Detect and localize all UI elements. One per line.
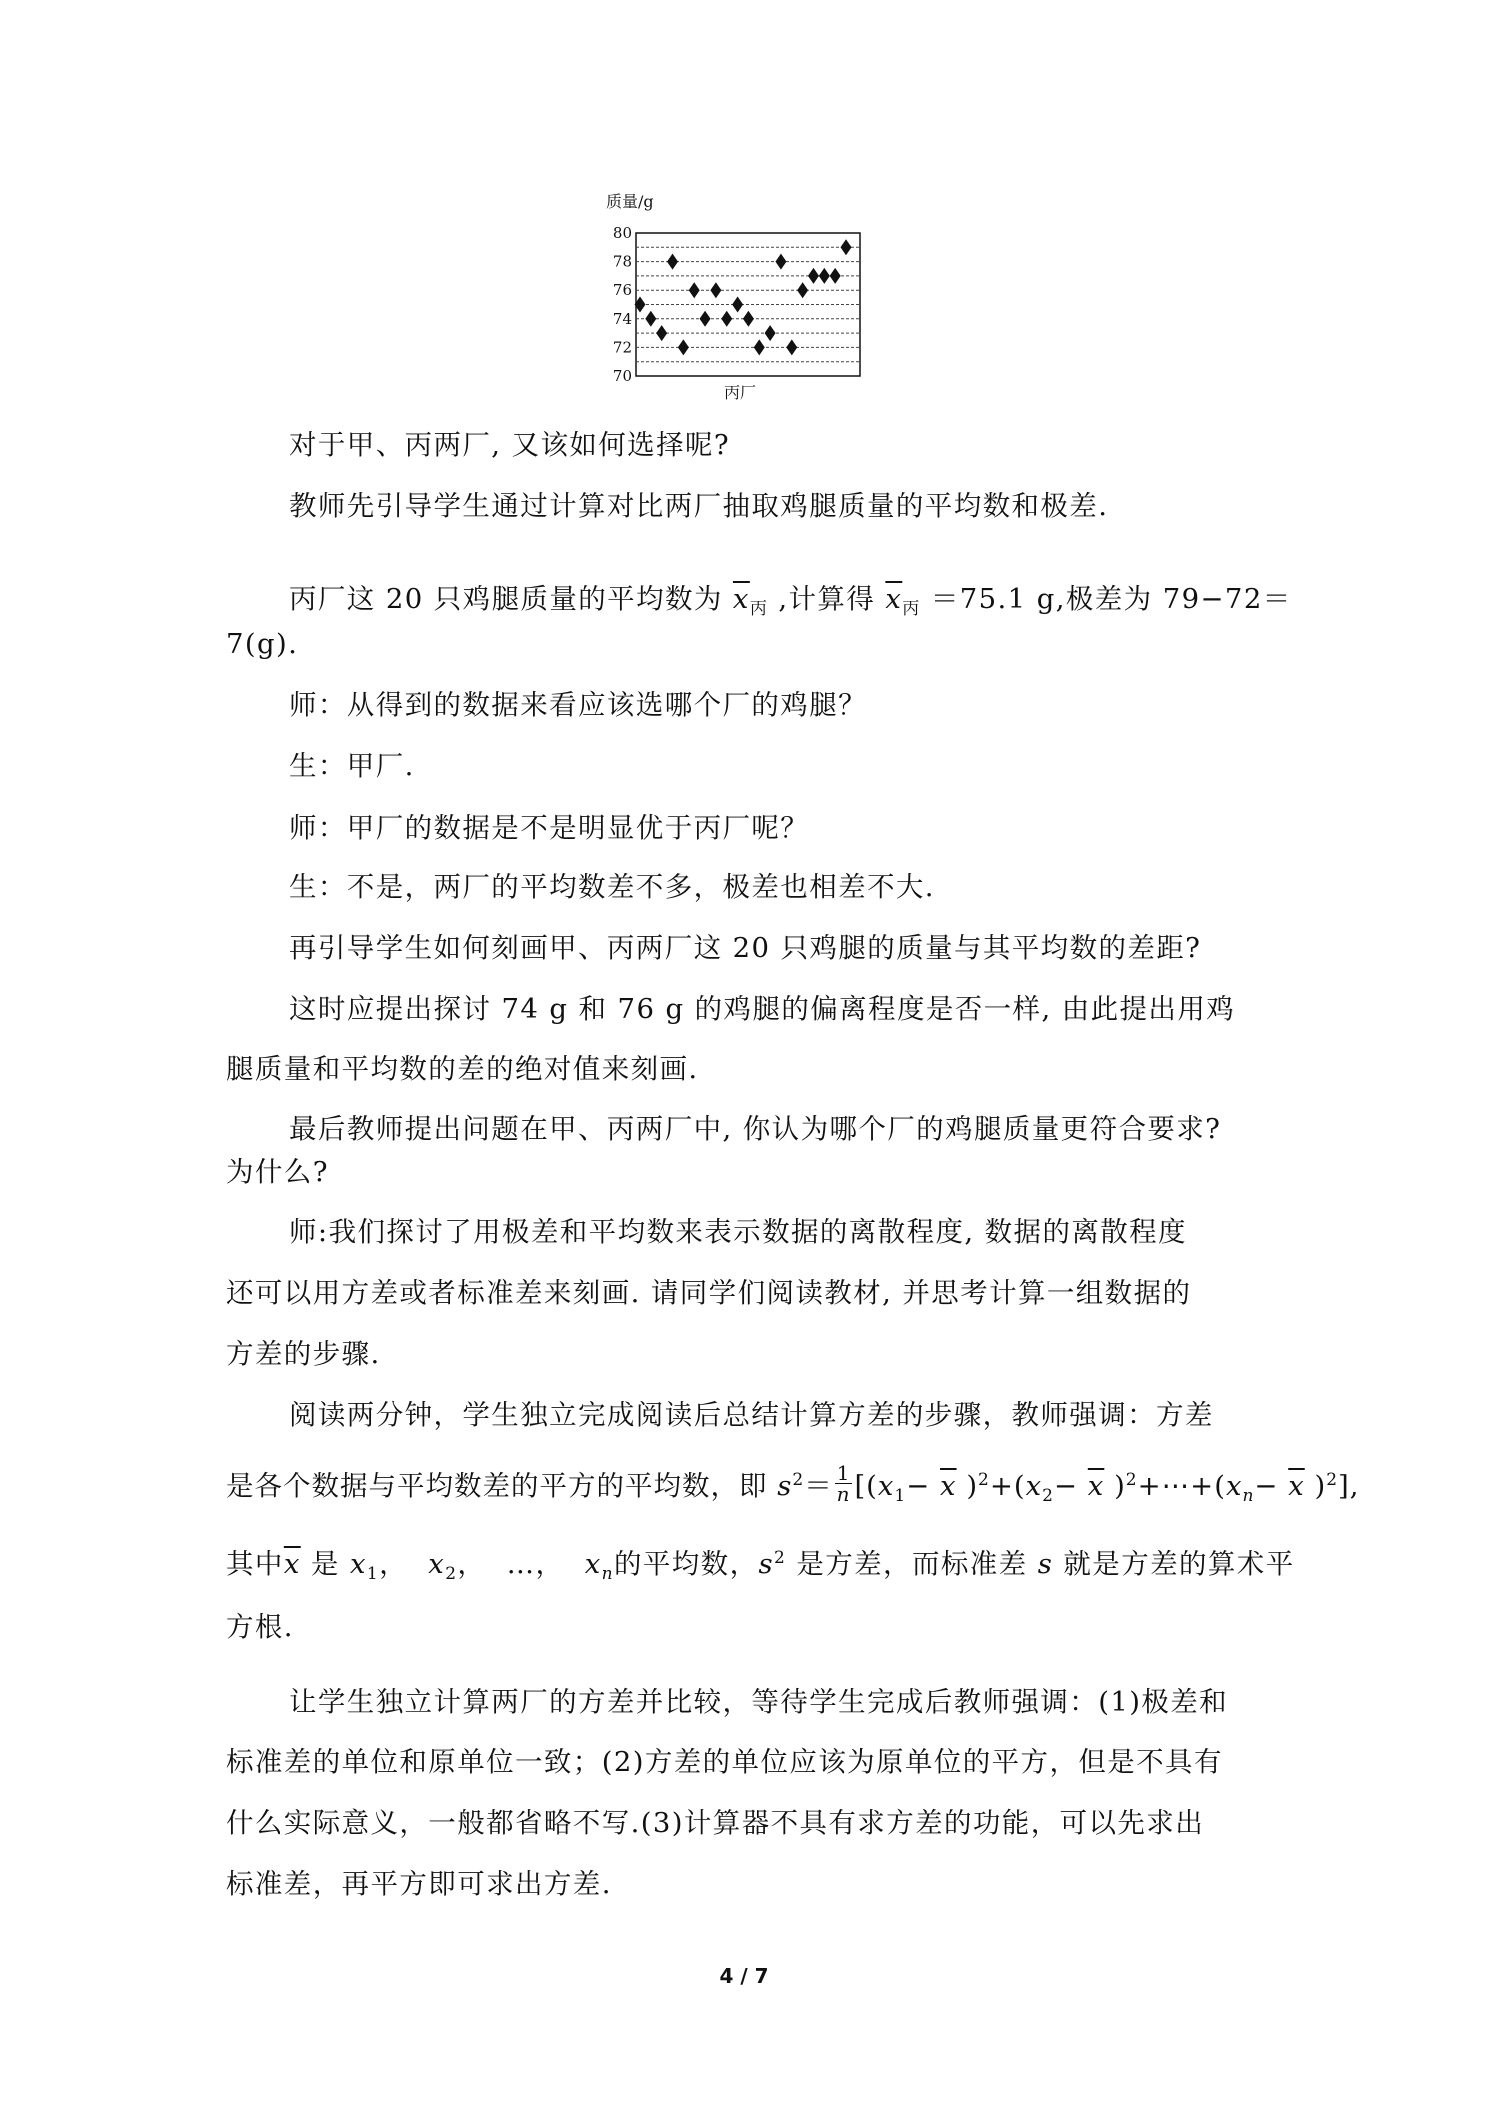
- ellipsis-term: +⋯+(: [1137, 1470, 1226, 1502]
- data-point-diamond: [678, 339, 689, 355]
- symbol-x: x: [1225, 1470, 1243, 1502]
- text-fragment: ＝75.1 g,极差为 79−72＝: [920, 583, 1292, 615]
- symbol-s: s: [758, 1548, 774, 1580]
- xbar-symbol: $\overline{x}$: [283, 1548, 301, 1580]
- xbar-symbol: $\overline{x}$: [732, 583, 750, 615]
- paragraph-1: 对于甲、丙两厂, 又该如何选择呢?: [289, 429, 731, 461]
- paragraph-11-line-1: 师:我们探讨了用极差和平均数来表示数据的离散程度, 数据的离散程度: [289, 1216, 1187, 1248]
- text-fragment: 其中: [226, 1548, 284, 1580]
- data-point-diamond: [808, 268, 819, 284]
- paragraph-11-line-2: 还可以用方差或者标准差来刻画. 请同学们阅读教材, 并思考计算一组数据的: [226, 1277, 1192, 1309]
- y-tick-label: 80: [612, 224, 632, 242]
- y-tick-label: 74: [612, 309, 632, 328]
- paragraph-14-line-1: 让学生独立计算两厂的方差并比较，等待学生完成后教师强调：(1)极差和: [289, 1686, 1229, 1718]
- y-tick-label: 72: [612, 338, 632, 357]
- paragraph-3-line-2: 7(g).: [226, 628, 299, 660]
- xbar-symbol: $\overline{x}$: [940, 1470, 957, 1502]
- paragraph-9-line-2: 腿质量和平均数的差的绝对值来刻画.: [226, 1053, 699, 1085]
- chart-grid: [636, 233, 860, 376]
- data-point-diamond: [700, 311, 711, 327]
- bracket: ]: [1338, 1470, 1350, 1502]
- data-point-diamond: [797, 282, 808, 298]
- text-fragment: 是各个数据与平均数差的平方的平均数，即: [226, 1470, 778, 1502]
- equals-sign: ＝: [804, 1470, 833, 1502]
- y-axis-label: 质量/g: [606, 192, 654, 211]
- data-point-diamond: [775, 254, 786, 270]
- paragraph-8: 再引导学生如何刻画甲、丙两厂这 20 只鸡腿的质量与其平均数的差距?: [289, 932, 1202, 964]
- superscript: 2: [978, 1470, 990, 1490]
- data-point-diamond: [830, 268, 841, 284]
- paragraph-12-line-1: 阅读两分钟，学生独立完成阅读后总结计算方差的步骤，教师强调：方差: [289, 1399, 1214, 1431]
- subscript: 2: [445, 1564, 458, 1584]
- text-fragment: 丙厂这 20 只鸡腿质量的平均数为: [289, 583, 733, 615]
- text-fragment: ,计算得: [768, 583, 886, 615]
- data-point-diamond: [819, 268, 830, 284]
- data-points: [635, 239, 852, 355]
- superscript: 2: [1125, 1470, 1138, 1490]
- data-point-diamond: [743, 311, 754, 327]
- paragraph-7: 生：不是，两厂的平均数差不多，极差也相差不大.: [289, 871, 935, 903]
- paragraph-13-line-2: 方根.: [226, 1611, 294, 1643]
- numerator: 1: [836, 1461, 851, 1485]
- superscript: 2: [792, 1470, 805, 1490]
- paragraph-2: 教师先引导学生通过计算对比两厂抽取鸡腿质量的平均数和极差.: [289, 490, 1109, 522]
- superscript: 2: [773, 1548, 787, 1568]
- plus-paren: +(: [989, 1470, 1026, 1502]
- chart-svg: [600, 193, 870, 403]
- subscript-n: n: [601, 1564, 614, 1584]
- paragraph-14-line-2: 标准差的单位和原单位一致；(2)方差的单位应该为原单位的平方，但是不具有: [226, 1746, 1223, 1778]
- xbar-symbol: $\overline{x}$: [1288, 1470, 1305, 1502]
- paragraph-6: 师：甲厂的数据是不是明显优于丙厂呢？: [289, 812, 810, 844]
- xbar-symbol: $\overline{x}$: [1087, 1470, 1105, 1502]
- symbol-x: x: [349, 1548, 367, 1580]
- data-point-diamond: [786, 339, 797, 355]
- denominator: n: [836, 1482, 851, 1506]
- paragraph-10-line-2: 为什么?: [226, 1156, 329, 1188]
- paragraph-4: 师：从得到的数据来看应该选哪个厂的鸡腿？: [289, 689, 867, 721]
- data-point-diamond: [645, 311, 656, 327]
- comma: ,: [1349, 1470, 1360, 1502]
- text-fragment: 是方差，而标准差: [796, 1548, 1028, 1580]
- y-tick-labels: [613, 224, 632, 385]
- superscript: 2: [1326, 1470, 1339, 1490]
- dot-plot-chart: [600, 193, 870, 403]
- paragraph-10-line-1: 最后教师提出问题在甲、丙两厂中, 你认为哪个厂的鸡腿质量更符合要求?: [289, 1113, 1222, 1145]
- symbol-x: x: [1025, 1470, 1043, 1502]
- symbol-x: x: [877, 1470, 895, 1502]
- paragraph-14-line-3: 什么实际意义，一般都省略不写.(3)计算器不具有求方差的功能，可以先求出: [226, 1807, 1205, 1839]
- y-tick-label: 70: [612, 367, 632, 385]
- minus-sign: −: [1254, 1470, 1279, 1502]
- data-point-diamond: [721, 311, 732, 327]
- bracket: [(: [854, 1470, 878, 1502]
- symbol-s: s: [777, 1470, 793, 1502]
- subscript: 1: [894, 1486, 907, 1506]
- subscript: 2: [1042, 1486, 1054, 1506]
- subscript: 1: [366, 1564, 380, 1584]
- data-point-diamond: [765, 325, 776, 341]
- data-point-diamond: [754, 339, 765, 355]
- paragraph-11-line-3: 方差的步骤.: [226, 1338, 381, 1370]
- minus-sign: −: [1054, 1470, 1079, 1502]
- symbol-s: s: [1037, 1548, 1054, 1580]
- subscript-n: n: [1242, 1486, 1255, 1506]
- data-point-diamond: [656, 325, 667, 341]
- paragraph-14-line-4: 标准差，再平方即可求出方差.: [226, 1868, 612, 1900]
- data-point-diamond: [667, 254, 678, 270]
- xbar-symbol: $\overline{x}$: [885, 583, 903, 615]
- paren: ): [1114, 1470, 1126, 1502]
- subscript: 丙: [749, 599, 769, 619]
- text-fragment: 就是方差的算术平: [1063, 1548, 1295, 1580]
- paren: ): [966, 1470, 979, 1502]
- x-axis-label: 丙厂: [723, 383, 757, 402]
- text-fragment: 的平均数，: [613, 1548, 759, 1580]
- y-tick-label: 78: [612, 252, 632, 271]
- data-point-diamond: [710, 282, 721, 298]
- y-tick-label: 76: [612, 281, 632, 300]
- data-point-diamond: [689, 282, 700, 298]
- text-fragment: 是: [310, 1548, 340, 1580]
- paragraph-9-line-1: 这时应提出探讨 74 g 和 76 g 的鸡腿的偏离程度是否一样, 由此提出用鸡: [289, 993, 1236, 1025]
- paragraph-3-line-1: [289, 582, 1292, 626]
- data-point-diamond: [732, 297, 743, 313]
- subscript: 丙: [902, 599, 921, 619]
- variance-formula-line: [226, 1463, 1360, 1513]
- paragraph-13-line-1: 其中$\overline{x}$ 是 $x_1$， $x_2$， …， $x_n$的平均数，$s^2$ 是方差，而标准差 s 就是方差的算术平: [226, 1548, 1295, 1584]
- data-point-diamond: [841, 239, 852, 255]
- fraction-1-over-n: [835, 1463, 853, 1504]
- paragraph-5: 生：甲厂.: [289, 750, 415, 782]
- page-number: 4 / 7: [719, 1964, 769, 1988]
- minus-sign: −: [906, 1470, 931, 1502]
- symbol-x: x: [584, 1548, 602, 1580]
- symbol-x: x: [428, 1548, 446, 1580]
- paren: ): [1314, 1470, 1327, 1502]
